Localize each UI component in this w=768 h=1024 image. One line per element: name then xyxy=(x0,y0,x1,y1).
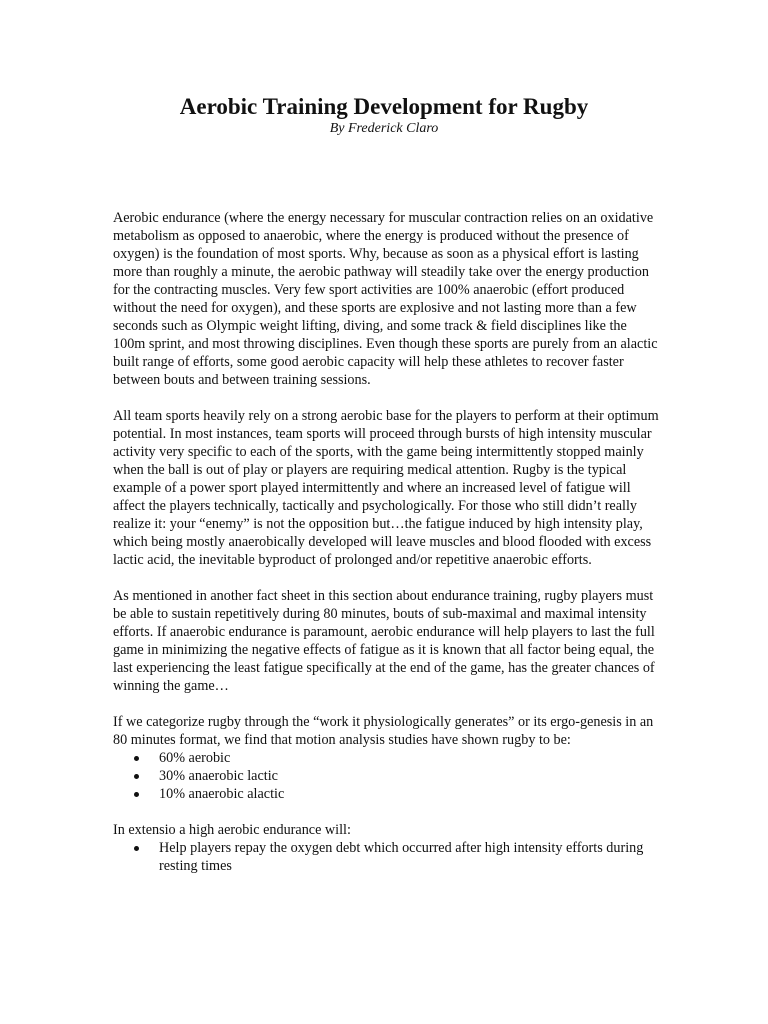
bullet-icon xyxy=(134,792,139,797)
bullet-icon xyxy=(134,756,139,761)
list-item-text: Help players repay the oxygen debt which occurred after high intensity efforts during resting times xyxy=(159,840,644,874)
benefits-list xyxy=(113,839,661,875)
bullet-icon xyxy=(134,846,139,851)
paragraph-benefits-intro: In extensio a high aerobic endurance will: xyxy=(113,822,351,838)
list-item-text: 30% anaerobic lactic xyxy=(159,768,278,784)
bullet-icon xyxy=(134,774,139,779)
document-body xyxy=(113,209,661,875)
document-title: Aerobic Training Development for Rugby xyxy=(179,94,589,119)
paragraph-team-sports: All team sports heavily rely on a strong aerobic base for the players to perform at their optimum potential. In most instances, team sports will proceed through bursts of high intensity muscular activity very specific to each of the sports, with the game being intermittently stopped mainly when the ball is out of play or players are requiring medical attention. Rugby is the typical example of a power sport played intermittently and where an increased level of fatigue will affect the players technically, tactically and psychologically. For those who still didn’t really realize it: your “enemy” is not the opposition but…the fatigue induced by high intensity play, which being mostly anaerobically developed will leave muscles and blood flooded with excess lactic acid, the inevitable byproduct of prolonged and/or repetitive anaerobic efforts. xyxy=(113,408,659,568)
list-item xyxy=(113,749,661,767)
paragraph-aerobic-endurance: Aerobic endurance (where the energy necessary for muscular contraction relies on an oxidative metabolism as opposed to anaerobic, where the energy is produced without the presence of oxygen) is the foundation of most sports. Why, because as soon as a physical effort is lasting more than roughly a minute, the aerobic pathway will steadily take over the energy production for the contracting muscles. Very few sport activities are 100% anaerobic (effort produced without the need for oxygen), and these sports are explosive and not lasting more than a few seconds such as Olympic weight lifting, diving, and some track & field disciplines like the 100m sprint, and most throwing disciplines. Even though these sports are purely from an alactic built range of efforts, some good aerobic capacity will help these athletes to recover faster between bouts and between training sessions. xyxy=(113,210,658,388)
paragraph-ergo-genesis: If we categorize rugby through the “work it physiologically generates” or its ergo-genesis in an 80 minutes format, we find that motion analysis studies have shown rugby to be: xyxy=(113,714,654,748)
document-byline: By Frederick Claro xyxy=(329,121,439,136)
list-item xyxy=(113,839,661,875)
list-item xyxy=(113,785,661,803)
list-item-text: 60% aerobic xyxy=(159,750,231,766)
list-item xyxy=(113,767,661,785)
paragraph-endurance-training: As mentioned in another fact sheet in this section about endurance training, rugby players must be able to sustain repetitively during 80 minutes, bouts of sub-maximal and maximal intensity efforts. If anaerobic endurance is paramount, aerobic endurance will help players to last the full game in minimizing the negative effects of fatigue as it is known that all factor being equal, the last experiencing the least fatigue specifically at the end of the game, has the greater chances of winning the game… xyxy=(113,588,655,694)
energy-breakdown-list xyxy=(113,749,661,803)
list-item-text: 10% anaerobic alactic xyxy=(159,786,285,802)
